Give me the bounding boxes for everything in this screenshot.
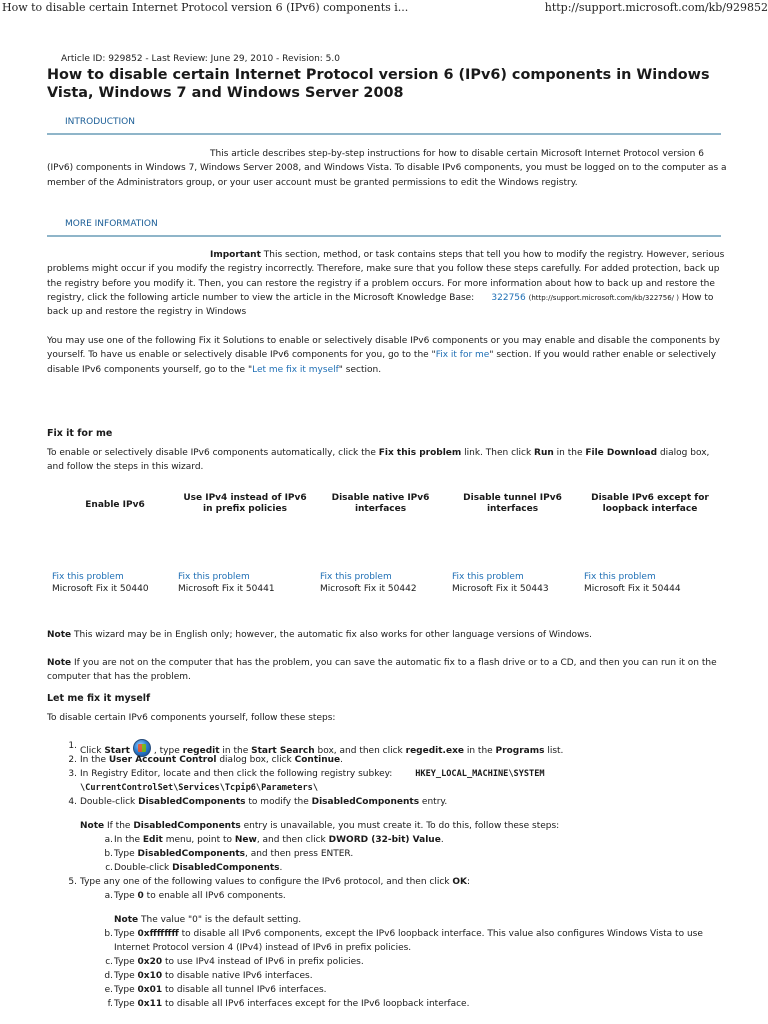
note-create-entry: Note If the DisabledComponents entry is unavailable, you must create it. To do this, follow these steps: (80, 821, 560, 831)
fix-this-problem-link[interactable]: Fix this problem (584, 572, 656, 582)
list-item: d. Type 0x10 to disable native IPv6 interfaces. (104, 971, 313, 981)
fix-it-instructions: To enable or selectively disable IPv6 components automatically, click the Fix this problem link. Then click Run in the File Download dialog box, and follow the steps in this wizard. (47, 448, 710, 473)
kb-url: (http://support.microsoft.com/kb/322756/ ) (528, 293, 679, 302)
sub-steps-list (80, 889, 730, 1011)
sub-steps-list (80, 833, 730, 875)
intro-paragraph: This article describes step-by-step instructions for how to disable certain Microsoft Internet Protocol version 6 (IPv6) components in Windows 7, Windows Server 2008, and Windows Vista. To disable IPv6 components, you must be logged on to the computer as a member of the Administrators group, or your user account must be granted permissions to edit the Windows registry. (47, 149, 727, 188)
fixit-id: Microsoft Fix it 50444 (584, 583, 681, 594)
note-default: Note The value "0" is the default setting. (114, 915, 302, 925)
section-introduction (47, 117, 721, 135)
list-item: a. Type 0 to enable all IPv6 components. Note The value "0" is the default setting. (114, 889, 730, 927)
important-label: Important (210, 250, 261, 260)
list-item: c. Type 0x20 to use IPv4 instead of IPv6 in prefix policies. (105, 957, 364, 967)
fixit-cell (320, 572, 417, 595)
note-english-only: Note This wizard may be in English only; however, the automatic fix also works for other language versions of Windows. (47, 630, 592, 640)
let-me-fix-it-link[interactable]: Let me fix it myself (252, 364, 339, 375)
list-item: c. Double-click DisabledComponents. (105, 863, 283, 873)
list-item: 1. Click Start , type regedit in the Start Search box, and then click regedit.exe in the Programs list. (68, 741, 564, 756)
fix-this-problem-link[interactable]: Fix this problem (52, 572, 124, 582)
list-item: b. Type DisabledComponents, and then press ENTER. (104, 849, 354, 859)
fixit-column-header: Disable tunnel IPv6 interfaces (463, 493, 562, 514)
list-item: 4. Double-click DisabledComponents to modify the DisabledComponents entry. Note If the DisabledComponents entry is unavailable, you must create it. To do this, follow these steps: a. In the Edit menu, point to New, and then click DWORD (32-bit) Value. b. Type DisabledComponents, and then press ENTER. c. Double-click DisabledComponents. (80, 795, 730, 875)
fixit-id: Microsoft Fix it 50443 (452, 583, 549, 594)
registry-key: HKEY_LOCAL_MACHINE\SYSTEM (415, 769, 545, 779)
list-item: e. Type 0x01 to disable all tunnel IPv6 interfaces. (104, 985, 327, 995)
fixit-id: Microsoft Fix it 50441 (178, 583, 275, 594)
section-heading: INTRODUCTION (65, 117, 135, 127)
article-title: How to disable certain Internet Protocol version 6 (IPv6) components in Windows Vista, Windows 7 and Windows Server 2008 (47, 67, 710, 101)
fixit-cell (584, 572, 681, 595)
kb-link[interactable]: 322756 (491, 292, 526, 303)
steps-intro: To disable certain IPv6 components yourself, follow these steps: (47, 713, 336, 723)
steps-list (68, 739, 730, 1011)
fix-it-for-me-link[interactable]: Fix it for me (435, 350, 490, 361)
fixit-column-header: Enable IPv6 (85, 500, 145, 510)
note-flash-drive: Note If you are not on the computer that has the problem, you can save the automatic fix to a flash drive or to a CD, and then you can run it on the computer that has the problem. (47, 658, 717, 683)
fixit-id: Microsoft Fix it 50442 (320, 583, 417, 594)
let-me-fix-it-heading: Let me fix it myself (47, 693, 151, 704)
list-item: 2. In the User Account Control dialog box, click Continue. (68, 755, 344, 765)
list-item: 5. Type any one of the following values to configure the IPv6 protocol, and then click OK: a. Type 0 to enable all IPv6 components. Note The value "0" is the default setting. b. Type 0xffffffff to disable all IPv6 components, except the IPv6 loopback interface. This value also configures Windows Vista to use Internet Protocol version 4 (IPv4) instead of IPv6 in prefix policies. c. Type 0x20 to use IPv4 instead of IPv6 in prefix policies. d. Type 0x10 to disable native IPv6 interfaces. e. Type 0x01 to disable all tunnel IPv6 interfaces. f. Type 0x11 to disable all IPv6 interfaces except for the IPv6 loopback interface. (80, 875, 730, 1011)
registry-key: \CurrentControlSet\Services\Tcpip6\Parameters\ (80, 783, 318, 793)
article-meta: Article ID: 929852 - Last Review: June 29, 2010 - Revision: 5.0 (61, 54, 340, 64)
fix-this-problem-link[interactable]: Fix this problem (178, 572, 250, 582)
fixit-column-header: Disable IPv6 except for loopback interface (591, 493, 709, 514)
fixit-column-header: Disable native IPv6 interfaces (331, 493, 430, 514)
page-url[interactable]: http://support.microsoft.com/kb/929852 (544, 1, 768, 14)
fixit-cell (52, 572, 149, 595)
list-item: f. Type 0x11 to disable all IPv6 interfaces except for the IPv6 loopback interface. (107, 999, 470, 1009)
list-item: a. In the Edit menu, point to New, and then click DWORD (32-bit) Value. (104, 835, 444, 845)
fix-it-for-me-heading: Fix it for me (47, 428, 113, 439)
important-paragraph: Important This section, method, or task contains steps that tell you how to modify the registry. However, serious problems might occur if you modify the registry incorrectly. Therefore, make sure that you follow these steps carefully. For added protection, back up the registry before you modify it. Then, you can restore the registry if a problem occurs. For more information about how to back up and restore the registry, click the following article number to view the article in the Microsoft Knowledge Base: 322756 (http://support.microsoft.com/kb/322756/ ) How to back up and restore the registry in Windows (47, 250, 725, 318)
list-item: 3. In Registry Editor, locate and then click the following registry subkey: HKEY_LOCAL_MACHINE\SYSTEM \CurrentControlSet\Services\Tcpip6\Parameters\ (68, 769, 545, 793)
section-more-information (47, 219, 721, 237)
fixit-cell (178, 572, 275, 595)
section-heading: MORE INFORMATION (65, 219, 158, 229)
fixit-intro-paragraph: You may use one of the following Fix it Solutions to enable or selectively disable IPv6 components or you may enable and disable the components by yourself. To have us enable or selectively disable IPv6 components for you, go to the "Fix it for me" section. If you would rather enable or selectively disable IPv6 components yourself, go to the "Let me fix it myself" section. (47, 336, 720, 375)
list-item: b. Type 0xffffffff to disable all IPv6 components, except the IPv6 loopback interface. This value also configures Windows Vista to use Internet Protocol version 4 (IPv4) instead of IPv6 in prefix policies. (104, 929, 703, 953)
fixit-cell (452, 572, 549, 595)
document-title: How to disable certain Internet Protocol version 6 (IPv6) components i... (2, 1, 409, 14)
print-header (0, 0, 768, 16)
fix-this-problem-link[interactable]: Fix this problem (320, 572, 392, 582)
fix-this-problem-link[interactable]: Fix this problem (452, 572, 524, 582)
fixit-column-header: Use IPv4 instead of IPv6 in prefix policies (183, 493, 307, 514)
fixit-id: Microsoft Fix it 50440 (52, 583, 149, 594)
